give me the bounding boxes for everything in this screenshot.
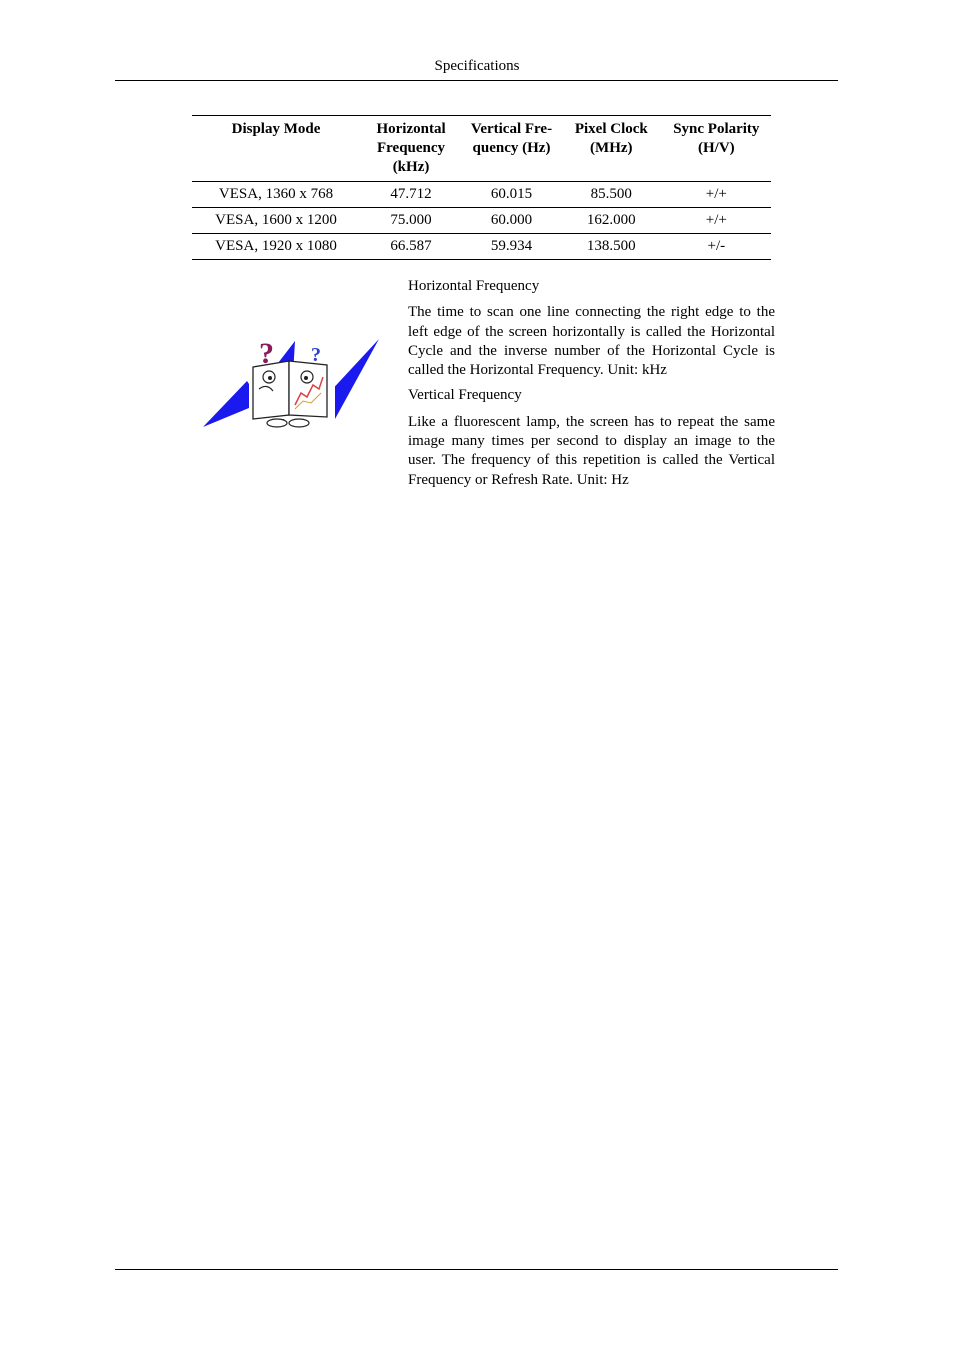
note-description-vertical-frequency: Like a fluorescent lamp, the screen has to repeat the same image many times per second to display an image to the user. The frequency of this repetition is called the Vertical Frequency or Refresh Rate. Unit: Hz (408, 413, 775, 488)
footer-divider (115, 1269, 838, 1270)
cell-display-mode: VESA, 1920 x 1080 (192, 234, 360, 260)
header-divider (115, 80, 838, 81)
header-display-mode: Display Mode (192, 116, 360, 182)
note-description-horizontal-frequency: The time to scan one line connecting the right edge to the left edge of the screen horizontally is called the Horizontal Cycle and the inverse number of the Horizontal Cycle is called the Horizontal Frequency. Unit: kHz (408, 304, 775, 379)
confused-book-character-icon (203, 337, 381, 429)
cell-sync-polarity: +/- (662, 234, 771, 260)
table-row (192, 234, 771, 260)
question-mark-left-icon: ? (259, 337, 274, 370)
cell-pixel-clock: 138.500 (561, 234, 662, 260)
cell-horizontal-frequency: 66.587 (360, 234, 462, 260)
header-vertical-frequency: Vertical Fre- quency (Hz) (462, 116, 561, 182)
question-mark-right-icon: ? (311, 344, 321, 366)
header-horizontal-frequency: Horizontal Frequency (kHz) (360, 116, 462, 182)
header-sync-polarity: Sync Polarity (H/V) (662, 116, 771, 182)
timing-spec-table (192, 115, 771, 260)
cell-sync-polarity: +/+ (662, 208, 771, 234)
cell-horizontal-frequency: 47.712 (360, 182, 462, 208)
cell-pixel-clock: 162.000 (561, 208, 662, 234)
page-header-title: Specifications (434, 58, 520, 74)
definition-notes (408, 277, 775, 496)
cell-display-mode: VESA, 1360 x 768 (192, 182, 360, 208)
header-pixel-clock: Pixel Clock (MHz) (561, 116, 662, 182)
cell-vertical-frequency: 60.015 (462, 182, 561, 208)
cell-vertical-frequency: 59.934 (462, 234, 561, 260)
table-row (192, 208, 771, 234)
cell-sync-polarity: +/+ (662, 182, 771, 208)
cell-horizontal-frequency: 75.000 (360, 208, 462, 234)
note-term-horizontal-frequency: Horizontal Frequency (408, 278, 540, 294)
cell-display-mode: VESA, 1600 x 1200 (192, 208, 360, 234)
table-row (192, 182, 771, 208)
cell-vertical-frequency: 60.000 (462, 208, 561, 234)
table-header-row (192, 116, 771, 182)
note-term-vertical-frequency: Vertical Frequency (408, 387, 522, 404)
cell-pixel-clock: 85.500 (561, 182, 662, 208)
